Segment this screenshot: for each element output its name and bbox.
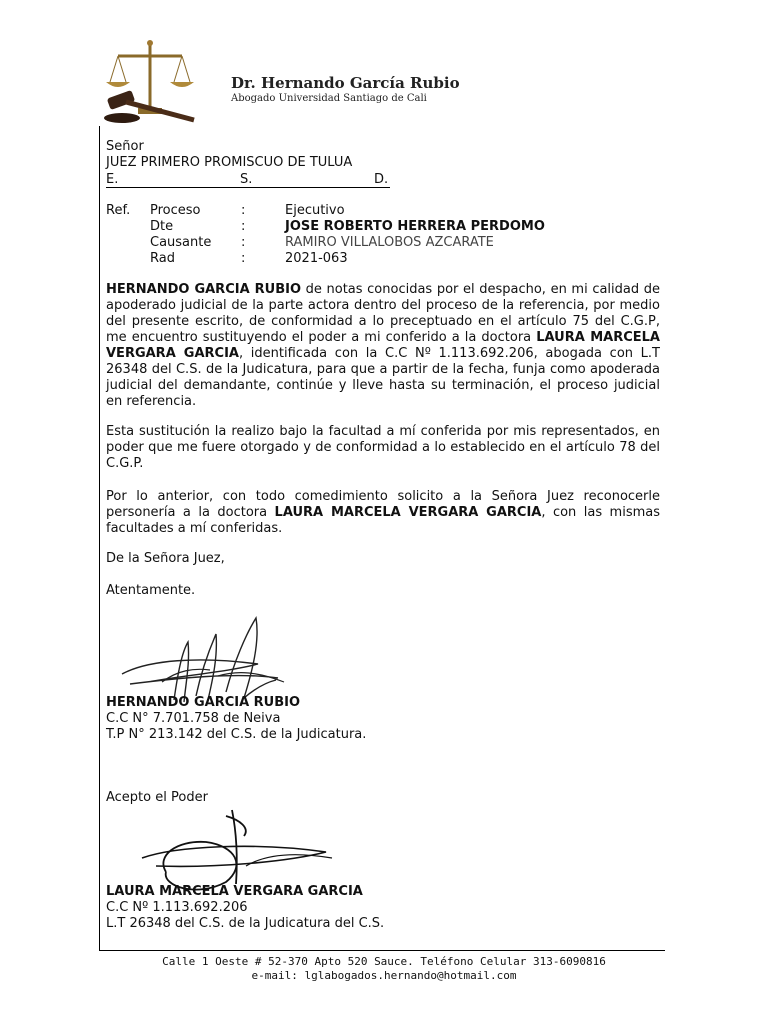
ref-label: Ref. (106, 203, 131, 218)
acceptance-label: Acepto el Poder (106, 790, 208, 805)
ref-value-causante: RAMIRO VILLALOBOS AZCARATE (285, 235, 494, 250)
signer-name: HERNANDO GARCIA RUBIO (106, 695, 301, 710)
acceptor-cc: C.C Nº 1.113.692.206 (106, 900, 248, 915)
court-name: JUEZ PRIMERO PROMISCUO DE TULUA (106, 155, 353, 170)
letterhead-name: Dr. Hernando García Rubio (231, 74, 460, 92)
ref-label-rad: Rad (150, 251, 175, 266)
body-paragraph-1 (106, 282, 660, 410)
esd-e: E. (106, 172, 119, 187)
ref-sep: : (241, 235, 246, 250)
closing-greeting: De la Señora Juez, (106, 551, 225, 566)
body-paragraph-3 (106, 489, 660, 537)
paragraph-text: , identificada con la C.C Nº 1.113.692.206, abogada con L.T 26348 del C.S. de la Judicatura, para que a partir de la fecha, funja como apoderada judicial del demandante, continúe y lleve hasta su terminación, el proceso judicial en referencia. (106, 346, 660, 409)
footer-email: e-mail: lglabogados.hernando@hotmail.com (251, 969, 517, 982)
esd-d: D. (374, 172, 389, 187)
left-margin-rule (99, 126, 100, 950)
esd-s: S. (240, 172, 253, 187)
signer-cc: C.C N° 7.701.758 de Neiva (106, 711, 281, 726)
ref-value-dte: JOSE ROBERTO HERRERA PERDOMO (285, 219, 545, 234)
client-name: HERNANDO GARCIA RUBIO (106, 282, 302, 297)
ref-label-causante: Causante (150, 235, 212, 250)
paragraph-text: Por lo anterior, con todo comedimiento solicito a la Señora Juez reconocerle personería a la doctora (106, 489, 660, 520)
ref-sep: : (241, 251, 246, 266)
letterhead-subtitle: Abogado Universidad Santiago de Cali (231, 93, 427, 104)
scales-of-justice-gavel-logo (100, 38, 200, 126)
ref-sep: : (241, 219, 246, 234)
footer-rule (99, 950, 665, 951)
esd-line (106, 172, 390, 188)
substitute-name: LAURA MARCELA VERGARA GARCIA (274, 505, 542, 520)
substitute-name: LAURA MARCELA VERGARA GARCIA (106, 330, 660, 361)
salutation: Señor (106, 139, 144, 154)
ref-label-dte: Dte (150, 219, 174, 234)
ref-sep: : (241, 203, 246, 218)
acceptor-name: LAURA MARCELA VERGARA GARCIA (106, 884, 363, 899)
paragraph-text: de notas conocidas por el despacho, en mi calidad de apoderado judicial de la parte actora dentro del proceso de la referencia, por medio del presente escrito, de conformidad a lo preceptuado en el artículo 75 del C.G.P, me encuentro sustituyendo el poder a mi conferido a la doctora (106, 282, 661, 345)
closing-atentamente: Atentamente. (106, 583, 196, 598)
body-paragraph-2: Esta sustitución la realizo bajo la facultad a mí conferida por mis representados, en poder que me fuere otorgado y de conformidad a lo establecido en el artículo 78 del C.G.P. (106, 424, 660, 471)
ref-value-rad: 2021-063 (285, 251, 348, 266)
ref-value-proceso: Ejecutivo (285, 203, 345, 218)
paragraph-text: , con las mismas facultades a mí conferidas. (106, 505, 661, 536)
signature-laura (136, 806, 336, 896)
signer-tp: T.P N° 213.142 del C.S. de la Judicatura. (106, 727, 367, 742)
ref-label-proceso: Proceso (150, 203, 201, 218)
acceptor-lt: L.T 26348 del C.S. de la Judicatura del C.S. (106, 916, 385, 931)
footer-address: Calle 1 Oeste # 52-370 Apto 520 Sauce. Teléfono Celular 313-6090816 (162, 955, 606, 968)
